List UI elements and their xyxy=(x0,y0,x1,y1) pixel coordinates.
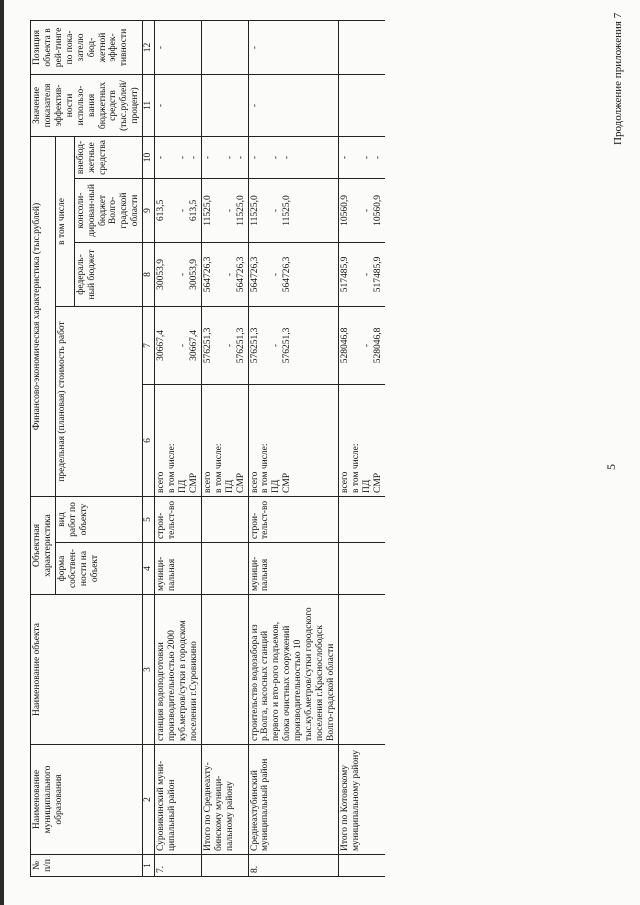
page-number: 5 xyxy=(604,464,618,470)
header-no: № п/п xyxy=(31,855,143,877)
col-number: 1 xyxy=(143,855,155,877)
extra-budget-cell: - - - xyxy=(248,136,338,178)
col-number: 11 xyxy=(143,74,155,136)
extra-budget-cell: - - - xyxy=(155,136,202,178)
federal-cell: 564726,3 - 564726,3 xyxy=(201,242,248,306)
header-extra-budget: внебюд-жетные средства xyxy=(74,136,143,178)
header-row-1 xyxy=(31,20,56,876)
work-type-cell xyxy=(338,496,384,542)
investment-table xyxy=(30,20,385,877)
header-efficiency: Значение показателя эффектив-ности использо-вания бюджетных средств (тыс.рублей/ процент) xyxy=(31,74,143,136)
stage-cell: всего в том числе: ПД СМР xyxy=(155,384,202,496)
ownership-cell: муници-пальная xyxy=(155,543,202,595)
object-name-cell xyxy=(201,595,248,745)
object-name-cell: станция водоподготовки производительностью 2000 куб.метров/сутки в городском поселении г.Суровикино xyxy=(155,595,202,745)
table-row xyxy=(155,20,202,876)
municipality-cell: Итого по Котовскому муниципальному району xyxy=(338,745,384,855)
header-work-type: вид работ по объекту xyxy=(55,496,142,542)
col-number: 7 xyxy=(143,306,155,384)
municipality-cell: Суровикинский муни-ципальный район xyxy=(155,745,202,855)
col-number: 12 xyxy=(143,20,155,74)
header-rank: Позиция объекта в рей-тинге по пока-зателю бюд-жетной эффек-тивности xyxy=(31,20,143,74)
col-number: 10 xyxy=(143,136,155,178)
work-type-cell: строи-тельст-во xyxy=(155,496,202,542)
header-consolidated: консоли-дирован-ный бюджет Волго-градской области xyxy=(74,178,143,242)
table-row xyxy=(338,20,384,876)
header-object-name: Наименование объекта xyxy=(31,595,143,745)
municipality-cell: Итого по Среднеахту-бинскому муници-пальному району xyxy=(201,745,248,855)
rank-cell xyxy=(338,20,384,74)
object-name-cell xyxy=(338,595,384,745)
row-number: 7. xyxy=(155,855,202,877)
stage-cell: всего в том числе: ПД СМР xyxy=(201,384,248,496)
header-financial: Финансово-экономическая характеристика (тыс.рублей) xyxy=(31,136,56,496)
continuation-note: Продолжение приложения 7 xyxy=(612,12,624,145)
consolidated-cell: 11525,0 - 11525,0 xyxy=(248,178,338,242)
column-numbers-row xyxy=(143,20,155,876)
total-cost-cell: 576251,3 - 576251,3 xyxy=(201,306,248,384)
efficiency-cell xyxy=(201,74,248,136)
table-row xyxy=(248,20,338,876)
ownership-cell xyxy=(201,543,248,595)
total-cost-cell: 30667,4 - 30667,4 xyxy=(155,306,202,384)
header-object-characteristic: Объектная характеристика xyxy=(31,496,56,594)
efficiency-cell: - xyxy=(155,74,202,136)
total-cost-cell: 576251,3 - 576251,3 xyxy=(248,306,338,384)
efficiency-cell xyxy=(338,74,384,136)
work-type-cell: строи-тельст-во xyxy=(248,496,338,542)
header-ownership: форма собствен-ности на объект xyxy=(55,543,142,595)
header-federal: федераль-ный бюджет xyxy=(74,242,143,306)
ownership-cell xyxy=(338,543,384,595)
header-municipality: Наименование муниципального образования xyxy=(31,745,143,855)
consolidated-cell: 10560,9 - 10560,9 xyxy=(338,178,384,242)
table-row xyxy=(201,20,248,876)
row-number: 8. xyxy=(248,855,338,877)
col-number: 5 xyxy=(143,496,155,542)
federal-cell: 30053,9 - 30053,9 xyxy=(155,242,202,306)
col-number: 2 xyxy=(143,745,155,855)
header-including: в том числе xyxy=(55,136,74,306)
federal-cell: 517485,9 - 517485,9 xyxy=(338,242,384,306)
consolidated-cell: 613,5 - 613,5 xyxy=(155,178,202,242)
col-number: 3 xyxy=(143,595,155,745)
rank-cell: - xyxy=(248,20,338,74)
col-number: 6 xyxy=(143,384,155,496)
stage-cell: всего в том числе: ПД СМР xyxy=(248,384,338,496)
consolidated-cell: 11525,0 - 11525,0 xyxy=(201,178,248,242)
rank-cell xyxy=(201,20,248,74)
col-number: 4 xyxy=(143,543,155,595)
row-number xyxy=(338,855,384,877)
extra-budget-cell: - - - xyxy=(201,136,248,178)
work-type-cell xyxy=(201,496,248,542)
rank-cell: - xyxy=(155,20,202,74)
ownership-cell: муници-пальная xyxy=(248,543,338,595)
header-limit-cost: предельная (плановая) стоимость работ xyxy=(55,306,142,496)
extra-budget-cell: - - - xyxy=(338,136,384,178)
row-number xyxy=(201,855,248,877)
col-number: 9 xyxy=(143,178,155,242)
total-cost-cell: 528046,8 - 528046,8 xyxy=(338,306,384,384)
efficiency-cell: - xyxy=(248,74,338,136)
object-name-cell: строительство водозабора из р.Волга, насосных станций первого и вто-рого подъемов, блока очистных сооружений производительностью 10 тыс.куб.метров/сутки городского поселения г.Краснослободск Волго-градской области xyxy=(248,595,338,745)
federal-cell: 564726,3 - 564726,3 xyxy=(248,242,338,306)
col-number: 8 xyxy=(143,242,155,306)
stage-cell: всего в том числе: ПД СМР xyxy=(338,384,384,496)
municipality-cell: Среднеахтубинский муниципальный район xyxy=(248,745,338,855)
